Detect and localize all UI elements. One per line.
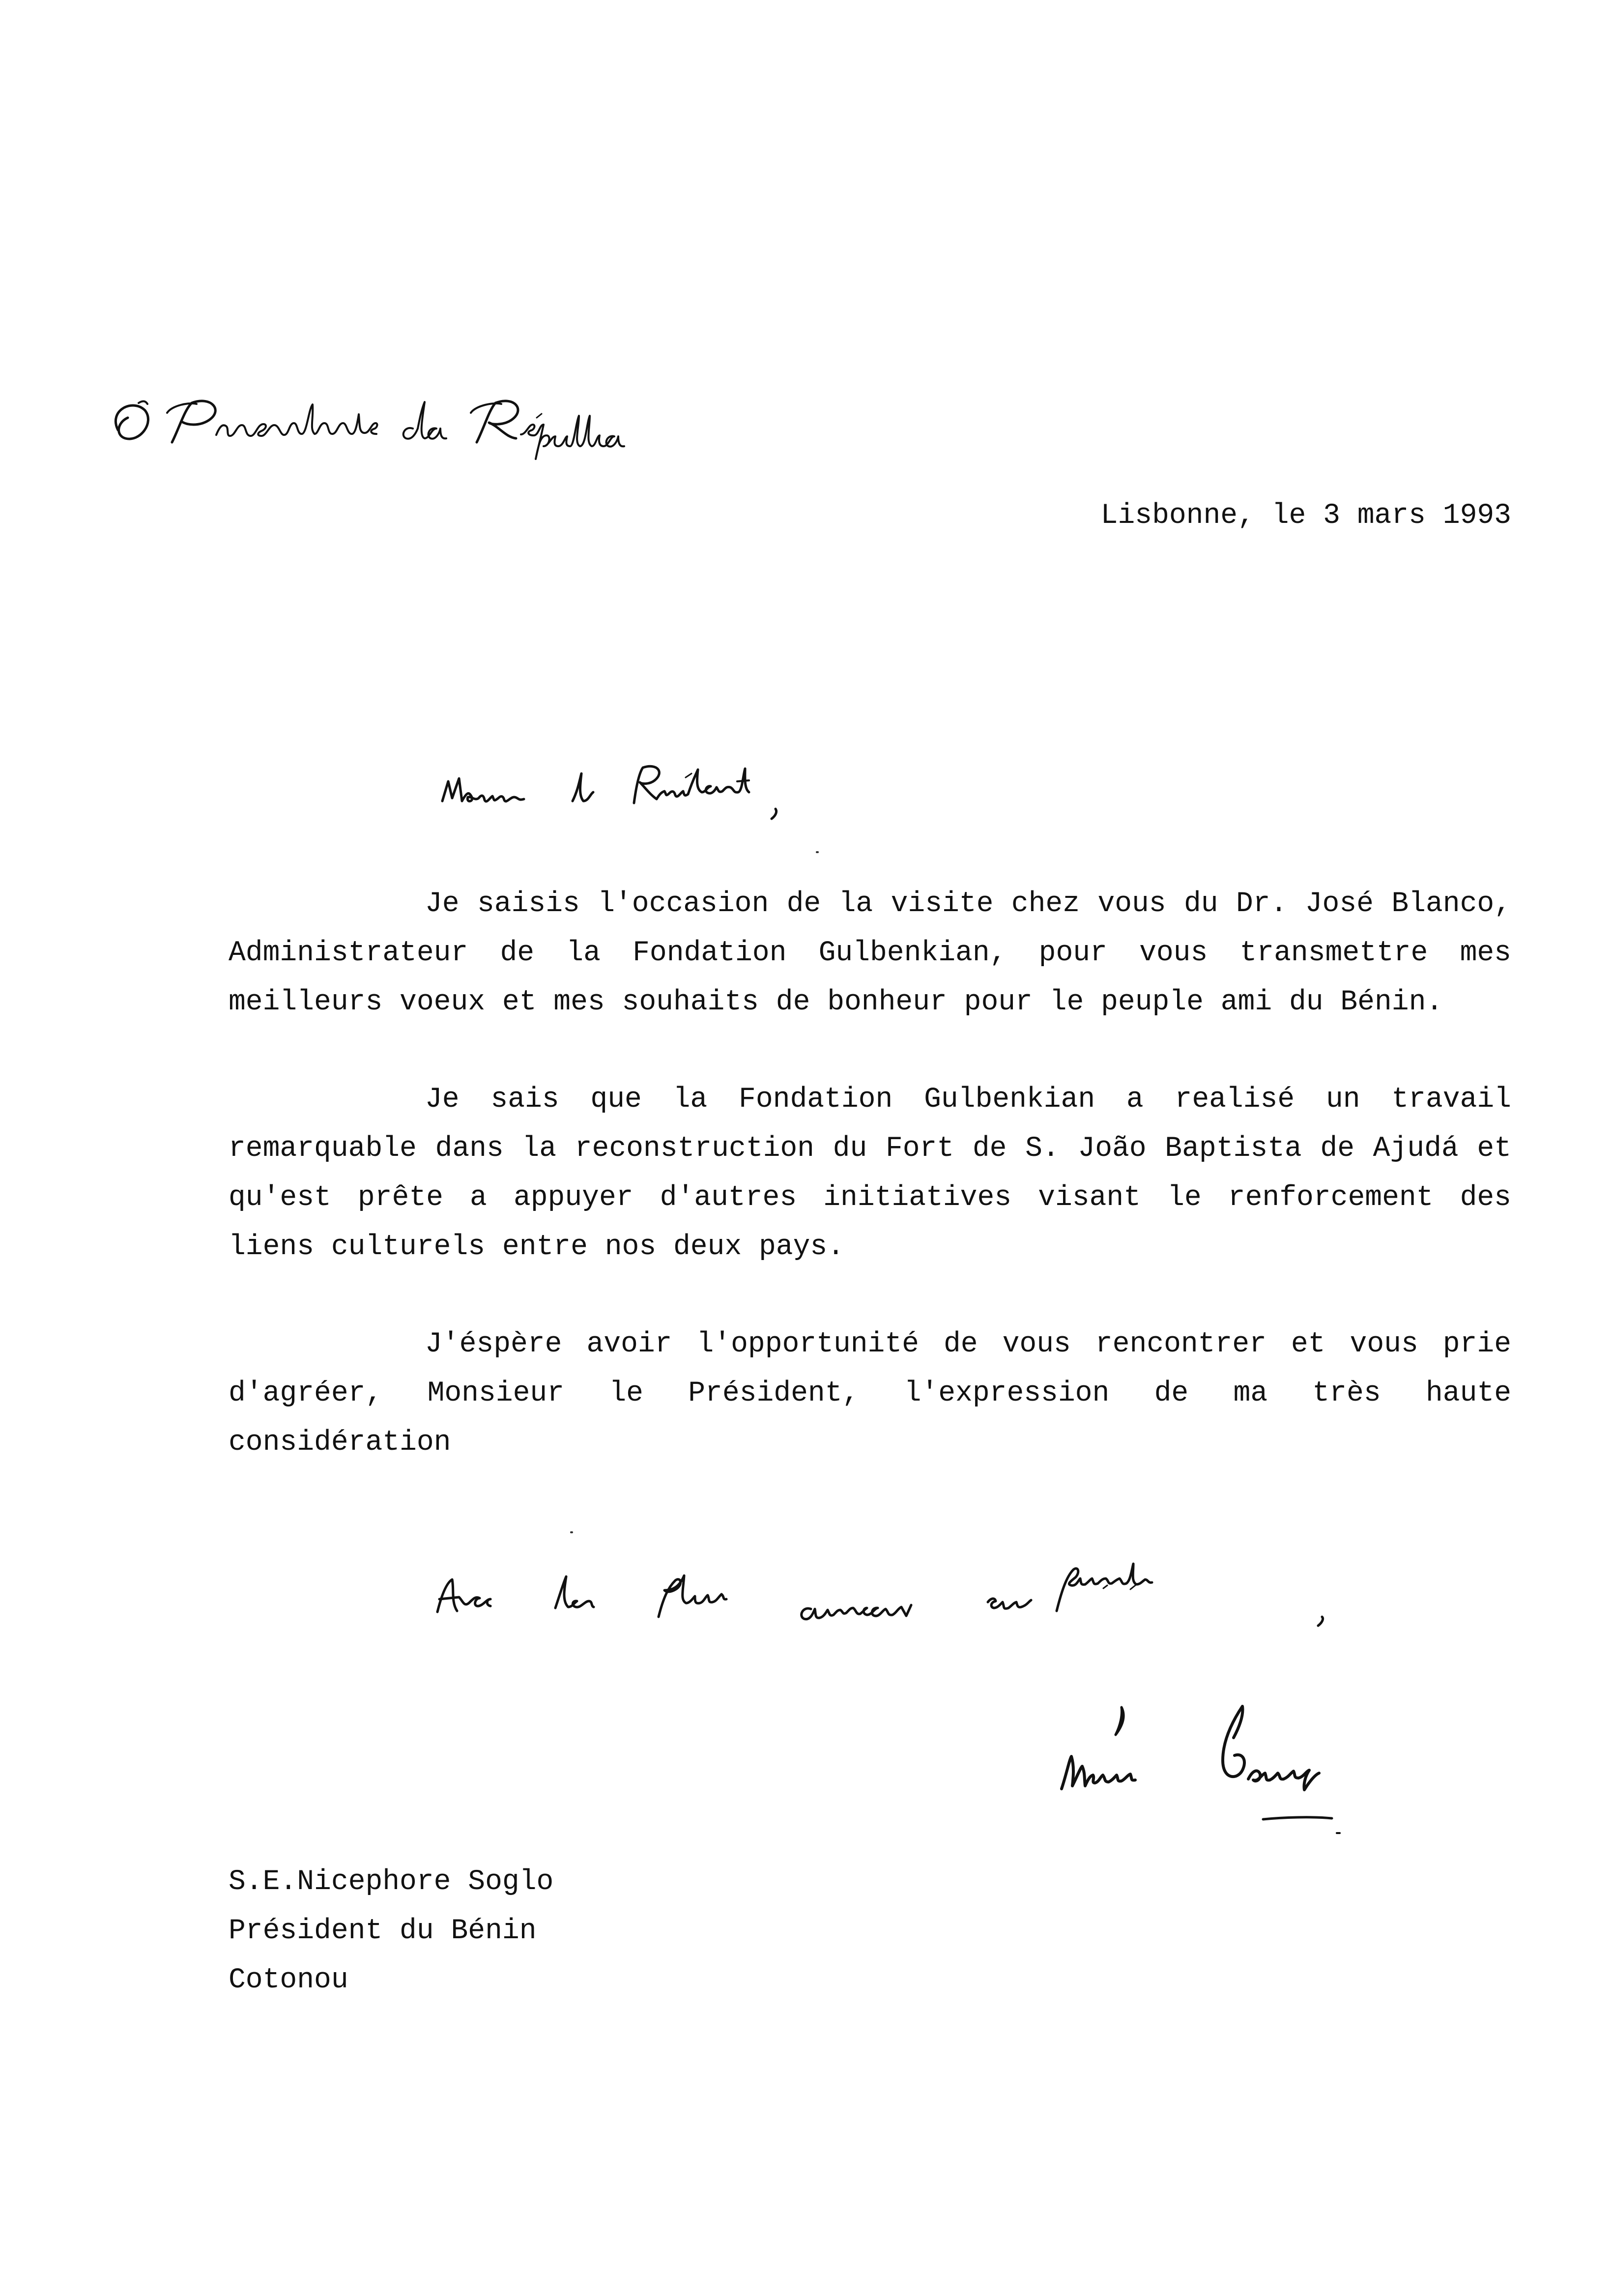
recipient-title: Président du Bénin: [229, 1915, 537, 1947]
ink-speck: [570, 1531, 573, 1533]
paragraph-2: Je sais que la Fondation Gulbenkian a realisé un travail remarquable dans la reconstruction du Fort de S. João Baptista de Ajudá et qu'est prête a appuyer d'autres initiatives visant le renforcement des liens culturels entre nos deux pays.: [229, 1084, 1511, 1263]
closing-handwriting: [428, 1548, 1352, 1632]
paragraph-1: Je saisis l'occasion de la visite chez vous du Dr. José Blanco, Administrateur de la Fondation Gulbenkian, pour vous transmettre mes meilleurs voeux et mes souhaits de bonheur pour le peuple ami du Bénin.: [229, 888, 1511, 1018]
letterhead: [98, 383, 688, 462]
handwritten-salutation: [432, 747, 904, 826]
handwritten-closing: [428, 1548, 1352, 1632]
signature: [1052, 1691, 1366, 1838]
letter-body: [229, 880, 1511, 1516]
recipient-address: [229, 1858, 553, 2005]
signature-drawing: [1052, 1691, 1366, 1838]
date-line: Lisbonne, le 3 mars 1993: [1100, 500, 1511, 532]
recipient-name: S.E.Nicephore Soglo: [229, 1866, 554, 1898]
ink-speck: [816, 851, 819, 853]
recipient-city: Cotonou: [229, 1964, 348, 1996]
letterhead-script: [98, 383, 688, 462]
salutation-handwriting: [432, 747, 904, 826]
paragraph-3: J'éspère avoir l'opportunité de vous rencontrer et vous prie d'agréer, Monsieur le Président, l'expression de ma très haute considération: [229, 1328, 1511, 1459]
